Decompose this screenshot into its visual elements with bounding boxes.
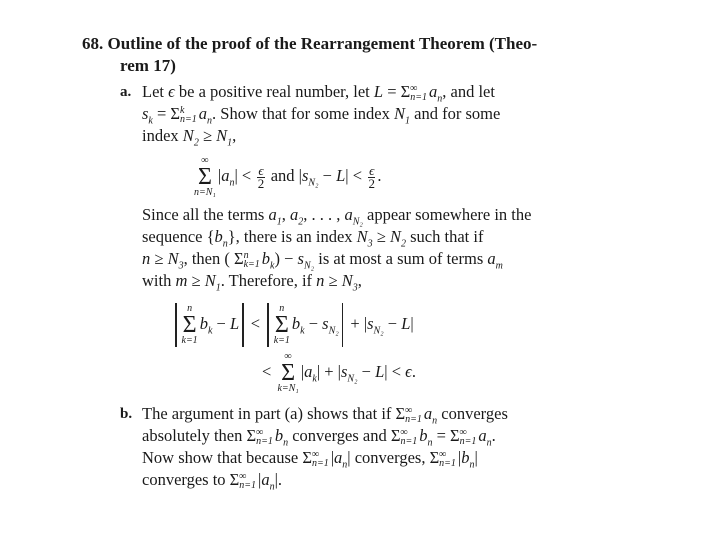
text-run: converges to Σ xyxy=(142,470,240,489)
subscript: k xyxy=(207,325,213,337)
absolute-value-bar xyxy=(175,303,177,347)
math-symbol: N xyxy=(389,227,401,246)
sum-upper-limit: ∞ xyxy=(256,427,264,439)
math-symbol: s xyxy=(142,104,149,123)
math-symbol: N xyxy=(204,271,216,290)
subscript: N₂ xyxy=(373,325,384,337)
math-symbol: s xyxy=(301,166,309,185)
math-symbol: b xyxy=(461,448,470,467)
sum-limits xyxy=(410,84,427,102)
summation xyxy=(182,304,198,346)
text-run: = Σ xyxy=(383,82,411,101)
text-run: converges and Σ xyxy=(288,426,401,445)
text-run: | converges, Σ xyxy=(347,448,440,467)
text-run: . Therefore, if xyxy=(220,271,317,290)
part-a-line xyxy=(142,126,237,149)
sigma-symbol: Σ xyxy=(281,360,296,387)
text-run: Now show that because Σ xyxy=(142,448,312,467)
text-run: < xyxy=(246,314,265,333)
sum-lower-limit: n=1 xyxy=(405,414,422,426)
text-run: |. xyxy=(274,470,283,489)
math-symbol: b xyxy=(261,249,271,268)
absolute-value-bar xyxy=(342,303,344,347)
math-symbol: m xyxy=(175,271,188,290)
math-symbol: a xyxy=(289,205,299,224)
text-run: absolutely then Σ xyxy=(142,426,257,445)
subscript: 1 xyxy=(227,137,233,149)
text-run: appear somewhere in the xyxy=(362,205,532,224)
math-symbol: b xyxy=(291,314,301,333)
subscript: N₂ xyxy=(347,373,358,385)
sum-limits xyxy=(256,428,273,446)
text-run: . xyxy=(411,362,416,381)
math-symbol: b xyxy=(199,314,208,333)
text-run: | xyxy=(330,448,335,467)
math-symbol: n xyxy=(142,249,151,268)
numerator: ϵ xyxy=(369,162,375,178)
text-run: | < xyxy=(234,166,256,185)
sum-lower-limit: n=1 xyxy=(410,92,427,104)
math-symbol: a xyxy=(261,470,270,489)
math-symbol: s xyxy=(322,314,329,333)
fraction xyxy=(368,162,376,191)
subscript: n xyxy=(427,437,433,449)
sum-upper-limit: ∞ xyxy=(400,427,408,439)
text-run: + | xyxy=(346,314,368,333)
text-run: | xyxy=(300,362,305,381)
subscript: 2 xyxy=(193,137,199,149)
math-symbol: a xyxy=(487,249,496,268)
math-symbol: s xyxy=(340,362,348,381)
text-run: | < xyxy=(384,362,406,381)
part-b-line xyxy=(142,404,508,427)
text-run: ≥ xyxy=(372,227,390,246)
math-symbol: N xyxy=(356,227,368,246)
part-a-label: a. xyxy=(120,84,132,100)
numerator: ϵ xyxy=(258,162,264,178)
problem-title xyxy=(82,34,537,54)
subscript: 2 xyxy=(298,216,304,228)
text-run: is at most a sum of terms xyxy=(314,249,488,268)
math-symbol: a xyxy=(304,362,313,381)
part-b-line xyxy=(142,426,496,449)
text-run: − xyxy=(383,314,402,333)
subscript: n xyxy=(486,437,492,449)
math-symbol: L xyxy=(336,166,346,185)
math-symbol: a xyxy=(221,166,230,185)
sum-upper-limit: ∞ xyxy=(405,405,413,417)
subscript: n xyxy=(469,459,475,471)
text-run: The argument in part (a) shows that if Σ xyxy=(142,404,406,423)
text-run: < xyxy=(262,362,276,381)
subscript: m xyxy=(495,260,503,272)
subscript: 2 xyxy=(401,238,406,250)
math-symbol: a xyxy=(334,448,343,467)
math-symbol: a xyxy=(478,426,487,445)
sum-lower-limit: k=1 xyxy=(181,335,198,347)
math-symbol: ϵ xyxy=(405,362,412,381)
sum-upper-limit: n xyxy=(243,250,249,262)
sum-lower-limit: n=N₁ xyxy=(194,187,216,199)
math-symbol: s xyxy=(297,249,304,268)
sum-upper-limit: ∞ xyxy=(239,471,247,483)
math-symbol: a xyxy=(198,104,208,123)
math-symbol: ϵ xyxy=(168,82,175,101)
math-symbol: N xyxy=(393,104,405,123)
math-symbol: n xyxy=(316,271,325,290)
sum-limits xyxy=(439,450,456,468)
sigma-symbol: Σ xyxy=(197,164,212,191)
math-symbol: a xyxy=(423,404,433,423)
sigma-symbol: Σ xyxy=(182,312,197,339)
sum-limits xyxy=(244,251,260,269)
part-a-line xyxy=(142,249,503,272)
text-run: | xyxy=(410,314,414,333)
text-run: = Σ xyxy=(432,426,460,445)
sum-upper-limit: n xyxy=(187,303,193,315)
text-run: ≥ xyxy=(324,271,342,290)
part-a-line xyxy=(142,104,501,127)
subscript: n xyxy=(437,93,443,105)
text-run: | xyxy=(474,448,478,467)
math-symbol: a xyxy=(344,205,353,224)
subscript: n xyxy=(283,437,289,449)
sum-limits xyxy=(239,472,256,490)
text-run: | xyxy=(258,470,262,489)
absolute-value-bar xyxy=(267,303,269,347)
subscript: k xyxy=(148,115,153,127)
math-symbol: s xyxy=(367,314,374,333)
display-inequality xyxy=(262,348,416,396)
text-run: | xyxy=(217,166,222,185)
text-run: ) − xyxy=(274,249,298,268)
sum-upper-limit: ∞ xyxy=(459,427,467,439)
math-symbol: L xyxy=(401,314,411,333)
math-symbol: b xyxy=(419,426,428,445)
problem-number: 68. xyxy=(82,34,104,53)
subscript: k xyxy=(270,260,275,272)
text-run: , xyxy=(281,205,290,224)
sum-lower-limit: n=1 xyxy=(180,114,197,126)
text-run: , xyxy=(232,126,237,145)
text-run: with xyxy=(142,271,176,290)
text-run: be a positive real number, let xyxy=(174,82,374,101)
denominator: 2 xyxy=(368,175,376,191)
title-line-2: rem 17) xyxy=(120,56,176,75)
text-run: sequence { xyxy=(142,227,215,246)
sum-limits xyxy=(180,106,197,124)
subscript: n xyxy=(432,415,438,427)
math-symbol: N xyxy=(341,271,353,290)
text-run: such that if xyxy=(406,227,484,246)
sum-lower-limit: n=1 xyxy=(256,436,273,448)
text-run: , and let xyxy=(442,82,495,101)
sum-upper-limit: ∞ xyxy=(439,449,447,461)
math-symbol: L xyxy=(375,362,385,381)
text-run: index xyxy=(142,126,183,145)
part-a-line xyxy=(142,205,532,228)
text-run: − xyxy=(318,166,337,185)
subscript: N₂ xyxy=(303,260,315,272)
sum-lower-limit: n=1 xyxy=(239,480,257,492)
sum-limits xyxy=(400,428,417,446)
math-symbol: N xyxy=(182,126,194,145)
subscript: 3 xyxy=(352,282,358,294)
sum-upper-limit: ∞ xyxy=(201,155,209,167)
subscript: n xyxy=(269,481,275,493)
math-symbol: L xyxy=(229,314,240,333)
part-a-line xyxy=(142,227,484,250)
text-run: Since all the terms xyxy=(142,205,269,224)
subscript: 1 xyxy=(215,282,221,294)
summation xyxy=(194,156,216,198)
text-run: Let xyxy=(142,82,169,101)
text-run: and for some xyxy=(410,104,501,123)
fraction xyxy=(257,162,265,191)
subscript: 3 xyxy=(178,260,184,272)
math-symbol: N xyxy=(167,249,179,268)
sum-lower-limit: k=1 xyxy=(273,335,290,347)
subscript: n xyxy=(342,459,348,471)
math-symbol: b xyxy=(214,227,223,246)
subscript: 1 xyxy=(276,216,282,228)
text-run: | < xyxy=(345,166,367,185)
part-b-line xyxy=(142,448,478,471)
sum-lower-limit: k=N₁ xyxy=(277,383,299,395)
text-run: . xyxy=(377,166,382,185)
math-symbol: N xyxy=(216,126,228,145)
sum-lower-limit: n=1 xyxy=(439,458,456,470)
subscript: n xyxy=(207,115,213,127)
subscript: 1 xyxy=(405,115,410,127)
sigma-symbol: Σ xyxy=(274,312,289,339)
display-equation xyxy=(192,152,382,200)
part-b-line xyxy=(142,470,283,493)
part-b-label: b. xyxy=(120,406,133,422)
math-symbol: a xyxy=(429,82,438,101)
text-run: . Show that for some index xyxy=(212,104,394,123)
text-run: , xyxy=(357,271,362,290)
absolute-value-bar xyxy=(242,303,244,347)
text-run: . xyxy=(491,426,496,445)
text-run: , then ( Σ xyxy=(183,249,244,268)
text-run: ≥ xyxy=(150,249,168,268)
text-run: − xyxy=(357,362,376,381)
subscript: k xyxy=(300,325,305,337)
text-run: | xyxy=(457,448,462,467)
sum-upper-limit: ∞ xyxy=(311,449,320,461)
subscript: k xyxy=(312,373,317,385)
denominator: 2 xyxy=(257,175,265,191)
subscript: N₂ xyxy=(308,177,319,189)
sum-upper-limit: n xyxy=(279,303,285,315)
sum-lower-limit: n=1 xyxy=(311,458,329,470)
sum-lower-limit: n=1 xyxy=(459,436,477,448)
sum-upper-limit: ∞ xyxy=(410,83,418,95)
summation xyxy=(274,304,290,346)
sum-upper-limit: ∞ xyxy=(284,351,292,363)
sum-lower-limit: n=1 xyxy=(400,436,418,448)
text-run: ≥ xyxy=(187,271,205,290)
text-run: , . . . , xyxy=(303,205,345,224)
math-symbol: b xyxy=(274,426,284,445)
text-run: }, there is an index xyxy=(227,227,357,246)
sum-limits xyxy=(460,428,477,446)
text-run: − xyxy=(212,314,230,333)
part-a-line xyxy=(142,82,495,105)
part-a-line xyxy=(142,271,362,294)
display-inequality xyxy=(172,300,414,348)
subscript: n xyxy=(222,238,228,250)
sum-limits xyxy=(405,406,422,424)
text-run: − xyxy=(304,314,323,333)
subscript: N₂ xyxy=(328,325,339,337)
text-run: and | xyxy=(266,166,302,185)
sum-lower-limit: k=1 xyxy=(243,259,260,271)
subscript: 3 xyxy=(367,238,373,250)
subscript: N₂ xyxy=(352,216,363,228)
text-run: | + | xyxy=(316,362,341,381)
math-symbol: L xyxy=(373,82,384,101)
sum-upper-limit: k xyxy=(180,105,185,117)
title-line-1: Outline of the proof of the Rearrangement Theorem (Theo- xyxy=(107,34,538,53)
sum-limits xyxy=(312,450,329,468)
text-run: converges xyxy=(437,404,508,423)
text-run: ≥ xyxy=(198,126,217,145)
math-symbol: a xyxy=(268,205,277,224)
summation xyxy=(277,352,298,394)
text-run: = Σ xyxy=(152,104,181,123)
subscript: n xyxy=(229,177,235,189)
